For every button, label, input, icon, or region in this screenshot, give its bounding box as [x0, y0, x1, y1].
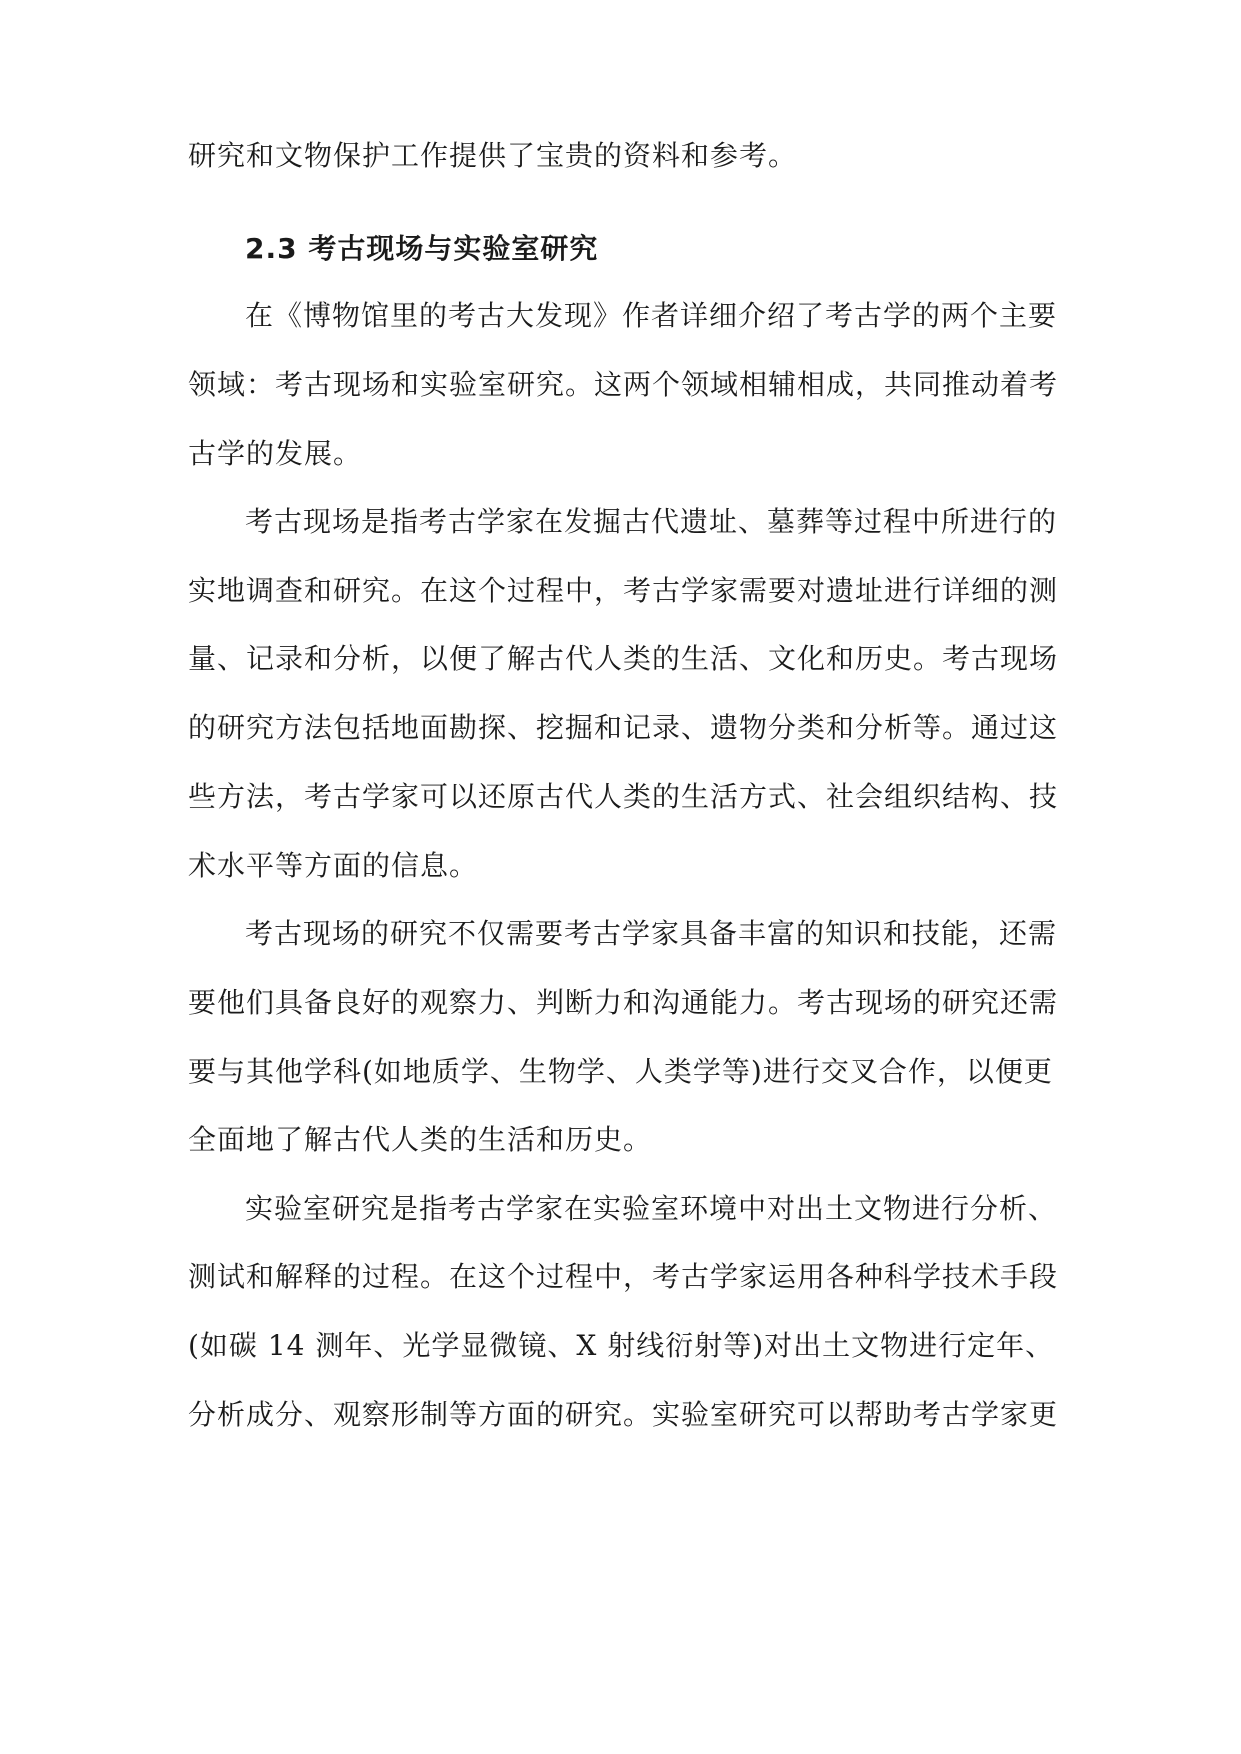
paragraph-2-line-6: 术水平等方面的信息。 — [188, 849, 479, 882]
paragraph-3-line-4: 全面地了解古代人类的生活和历史。 — [188, 1123, 653, 1156]
paragraph-3-line-1: 考古现场的研究不仅需要考古学家具备丰富的知识和技能，还需 — [245, 917, 1058, 950]
paragraph-1-line-1: 在《博物馆里的考古大发现》作者详细介绍了考古学的两个主要 — [245, 299, 1058, 332]
paragraph-2-line-3: 量、记录和分析，以便了解古代人类的生活、文化和历史。考古现场 — [188, 642, 1059, 675]
paragraph-2-line-1: 考古现场是指考古学家在发掘古代遗址、墓葬等过程中所进行的 — [245, 505, 1058, 538]
paragraph-1-line-3: 古学的发展。 — [188, 437, 363, 470]
paragraph-4-line-4: 分析成分、观察形制等方面的研究。实验室研究可以帮助考古学家更 — [188, 1398, 1059, 1431]
paragraph-2-line-4: 的研究方法包括地面勘探、挖掘和记录、遗物分类和分析等。通过这 — [188, 711, 1059, 744]
paragraph-3-line-3: 要与其他学科(如地质学、生物学、人类学等)进行交叉合作，以便更 — [188, 1055, 1053, 1088]
section-heading: 2.3 考古现场与实验室研究 — [245, 232, 599, 265]
paragraph-continuation-line: 研究和文物保护工作提供了宝贵的资料和参考。 — [188, 139, 798, 172]
paragraph-1-line-2: 领域：考古现场和实验室研究。这两个领域相辅相成，共同推动着考 — [188, 368, 1059, 401]
paragraph-4-line-3: (如碳 14 测年、光学显微镜、X 射线衍射等)对出土文物进行定年、 — [188, 1329, 1055, 1362]
paragraph-2-line-5: 些方法，考古学家可以还原古代人类的生活方式、社会组织结构、技 — [188, 780, 1059, 813]
paragraph-4-line-1: 实验室研究是指考古学家在实验室环境中对出土文物进行分析、 — [245, 1192, 1058, 1225]
paragraph-2-line-2: 实地调查和研究。在这个过程中，考古学家需要对遗址进行详细的测 — [188, 574, 1059, 607]
paragraph-3-line-2: 要他们具备良好的观察力、判断力和沟通能力。考古现场的研究还需 — [188, 986, 1059, 1019]
paragraph-4-line-2: 测试和解释的过程。在这个过程中，考古学家运用各种科学技术手段 — [188, 1260, 1059, 1293]
